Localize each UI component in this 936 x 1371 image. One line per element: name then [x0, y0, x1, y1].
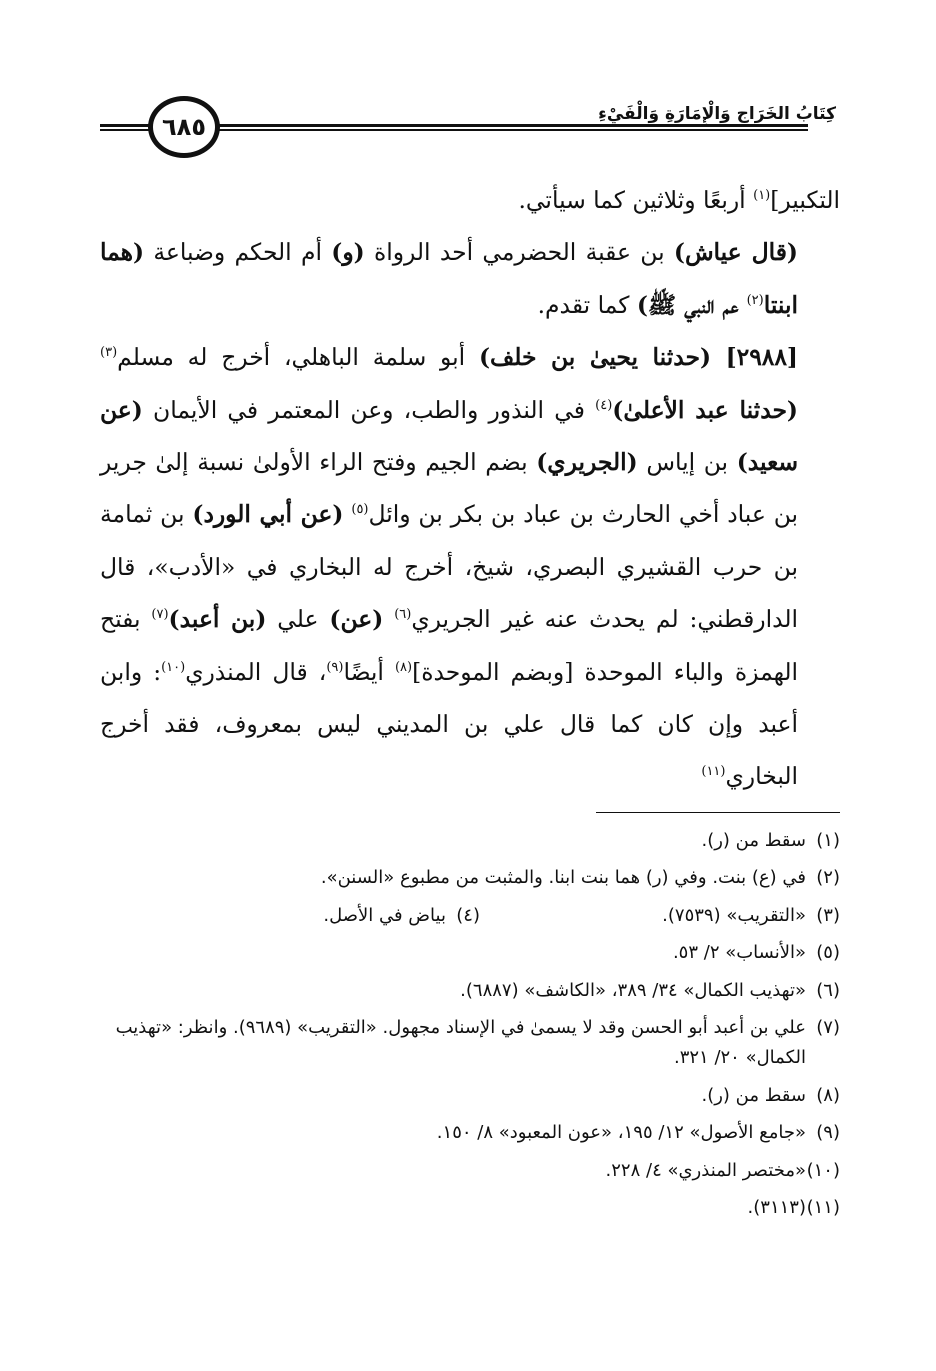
text-run: أبو سلمة الباهلي، أخرج له مسلم — [117, 343, 479, 372]
footnote-ref: (٢) — [746, 292, 764, 308]
bold-run: (عن سعيد) — [100, 395, 798, 477]
bold-run: عم النبي ﷺ) — [636, 290, 747, 319]
footnote-text: (٣١١٣). — [747, 1197, 806, 1219]
bold-run: [٢٩٨٨] (حدثنا يحيىٰ بن خلف) — [478, 343, 798, 372]
footnote-ref: (٥) — [351, 502, 369, 518]
footnote-ref: (٤) — [595, 397, 613, 413]
bold-run: (هما ابنتا — [100, 238, 798, 319]
text-run: بفتح الهمزة والباء الموحدة [وبضم الموحدة] — [100, 605, 798, 686]
footnote-number: (٧) — [816, 1017, 840, 1039]
header-title-ornament — [808, 124, 840, 131]
page-number: ٦٨٥ — [162, 113, 206, 141]
text-run: أربعًا وثلاثين كما سيأتي. — [518, 186, 754, 214]
footnote-text: في (ع) بنت. وفي (ر) هما بنت ابنا. والمثبت من مطبوع «السنن». — [320, 867, 806, 889]
book-title: كِتَابُ الخَرَاجِ وَالْإِمَارَةِ وَالْفَيْءِ — [588, 104, 840, 124]
footnote-separator — [596, 812, 840, 813]
footnote-number: (٤) — [456, 904, 480, 926]
footnote-ref: (٦) — [394, 607, 412, 623]
footnote-number: (١١) — [806, 1197, 840, 1219]
text-run: كما تقدم. — [537, 290, 637, 319]
footnote-4 — [120, 897, 480, 934]
bold-run: (عن أبي الورد) — [192, 500, 344, 529]
footnote-7 — [100, 1013, 840, 1073]
footnote-ref: (٨) — [394, 659, 413, 675]
footnote-number: (٣) — [816, 904, 840, 926]
footnote-text: «التقريب» (٧٥٣٩). — [662, 904, 806, 926]
text-run: علي — [266, 605, 330, 634]
footnote-number: (٦) — [816, 979, 840, 1001]
text-run: في النذور والطب، وعن المعتمر في الأيمان — [142, 395, 596, 424]
bold-run: (و) — [331, 238, 365, 267]
bold-run: (عن) — [329, 605, 384, 634]
text-run — [383, 605, 394, 633]
footnote-3 — [480, 897, 840, 934]
footnote-text: علي بن أعبد أبو الحسن وقد لا يسمىٰ في الإسناد مجهول. «التقريب» (٩٦٨٩). وانظر: «تهذيب الكمال» ٢٠/ ٣٢١. — [115, 1017, 806, 1069]
footnote-text: «جامع الأصول» ١٢/ ١٩٥، «عون المعبود» ٨/ ١٥٠. — [436, 1122, 806, 1144]
footnote-ref: (١٠) — [161, 659, 186, 675]
footnote-8 — [100, 1077, 840, 1114]
text-run: أم الحكم وضباعة — [144, 238, 332, 267]
footnote-5 — [100, 934, 840, 971]
text-run: بن ثمامة بن حرب القشيري البصري، شيخ، أخرج له البخاري في «الأدب»، قال الدارقطني: لم يحدث عنه غير الجريري — [100, 500, 799, 634]
text-run: التكبير] — [770, 186, 840, 214]
footnote-6 — [100, 972, 840, 1009]
footnotes — [100, 822, 840, 1227]
footnote-number: (١٠) — [806, 1159, 840, 1181]
footnote-ref: (٩) — [326, 659, 344, 675]
bold-run: (قال عياش) — [673, 238, 799, 267]
footnote-10 — [100, 1152, 840, 1189]
text-run: : وابن أعبد وإن كان كما قال علي بن المديني ليس بمعروف، فقد أخرج البخاري — [100, 657, 798, 791]
bold-run: (الجريري) — [536, 448, 638, 477]
paragraph-1 — [100, 174, 840, 226]
footnote-text: سقط من (ر). — [701, 1085, 806, 1107]
text-run: بن إياس — [637, 448, 737, 477]
text-run: بضم الجيم وفتح الراء الأولىٰ نسبة إلىٰ جرير بن عباد أخي الحارث بن عباد بن بكر بن وائل — [100, 448, 799, 529]
page-number-badge — [148, 96, 220, 158]
footnote-11 — [100, 1189, 840, 1226]
bold-run: (بن أعبد) — [168, 605, 267, 634]
bold-run: (حدثنا عبد الأعلىٰ) — [612, 395, 798, 424]
footnote-number: (٢) — [816, 867, 840, 889]
paragraph-2 — [100, 226, 840, 331]
footnote-1 — [100, 822, 840, 859]
footnote-ref: (١١) — [701, 764, 726, 780]
main-text — [100, 174, 840, 803]
footnote-number: (٨) — [816, 1085, 840, 1107]
text-run: أيضًا — [343, 657, 395, 686]
paragraph-3 — [100, 331, 840, 803]
footnote-2 — [100, 859, 840, 896]
footnote-ref: (٧) — [151, 607, 169, 623]
text-run: بن عقبة الحضرمي أحد الرواة — [364, 238, 674, 267]
footnote-text: «مختصر المنذري» ٤/ ٢٢٨. — [605, 1159, 806, 1181]
footnote-ref: (١) — [753, 188, 771, 203]
text-run: ، قال المنذري — [185, 657, 327, 686]
footnote-number: (٩) — [816, 1122, 840, 1144]
footnote-text: «الأنساب» ٢/ ٥٣. — [672, 942, 806, 964]
footnote-9 — [100, 1114, 840, 1151]
page-header — [100, 96, 840, 166]
footnote-ref: (٣) — [100, 345, 118, 361]
footnote-text: بياض في الأصل. — [323, 904, 446, 926]
footnote-row-3-4 — [100, 897, 840, 934]
footnote-number: (١) — [816, 830, 840, 851]
footnote-text: سقط من (ر). — [701, 830, 806, 851]
footnote-number: (٥) — [816, 942, 840, 964]
footnote-text: «تهذيب الكمال» ٣٤/ ٣٨٩، «الكاشف» (٦٨٨٧). — [460, 979, 806, 1001]
